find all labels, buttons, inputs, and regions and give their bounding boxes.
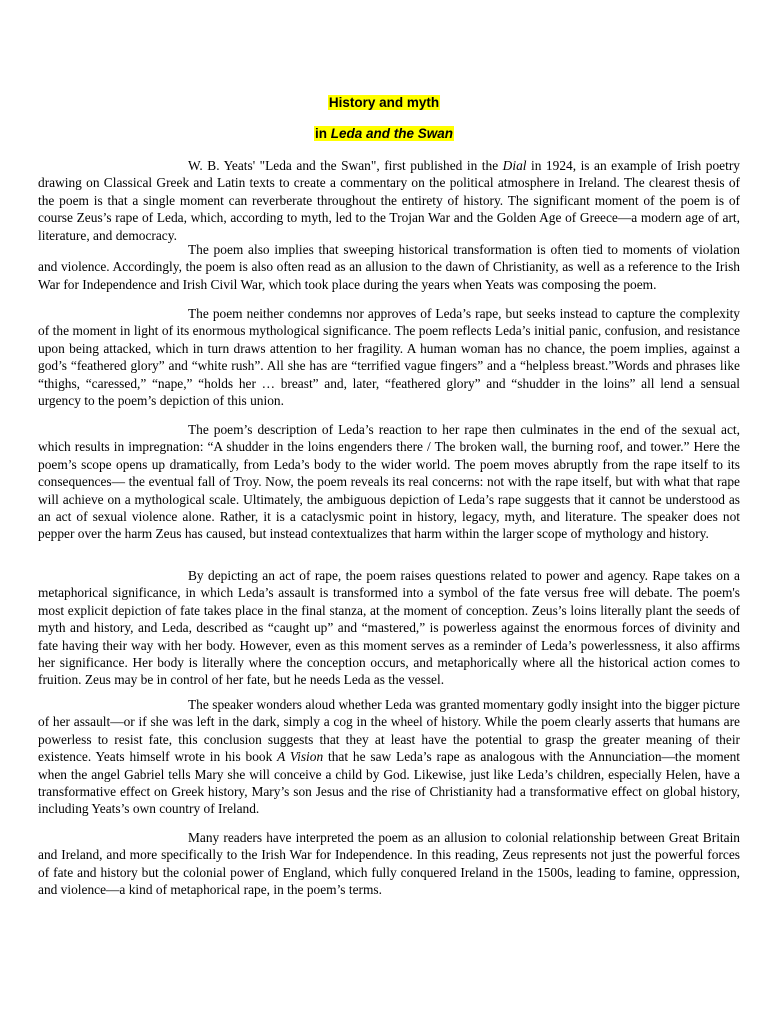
p5-text: By depicting an act of rape, the poem raises questions related to power and agency. Rape takes on a metaphorical significance, in which Leda’s assault is transformed into a symbol of the fate versus free will debate. The poem's most explicit depiction of fate takes place in the final stanza, at the moment of conception. Zeus’s loins literally plant the seeds of myth and history, and Leda, described as “caught up” and “mastered,” is powerless against the enormous forces of divinity and fate having their way with her body. However, even as this moment serves as a reminder of Leda’s powerlessness, it also affirms her significance. Her body is literally where the conception occurs, and metaphorically where all the historical action comes to fruition. Zeus may be in control of her fate, but he needs Leda as the vessel. xyxy=(38,568,740,688)
p1-text-after: in 1924, is an example of Irish poetry drawing on Classical Greek and Latin texts to create a commentary on the political atmosphere in Ireland. The clearest thesis of the poem is that a single moment can reverberate throughout the entirety of history. The significant moment of the poem is of course Zeus’s rape of Leda, which, according to myth, led to the Trojan War and the Golden Age of Greece—a modern age of art, literature, and democracy. xyxy=(38,158,740,243)
paragraph-violation xyxy=(38,241,740,293)
paragraph-insight xyxy=(38,696,740,818)
subtitle-prefix: in xyxy=(314,126,331,141)
p6-text-before: The speaker wonders aloud whether Leda was granted momentary godly insight into the bigger picture of her assault—or if she was left in the dark, simply a cog in the wheel of history. While the poem clearly asserts that humans are powerless to resist fate, this conclusion suggests that they at least have the potential to grasp the greater meaning of their existence. Yeats himself wrote in his book xyxy=(38,697,740,765)
document-subtitle xyxy=(0,125,768,143)
p3-text: The poem neither condemns nor approves of Leda’s rape, but seeks instead to capture the complexity of the moment in light of its enormous mythological significance. The poem reflects Leda’s initial panic, confusion, and resistance upon being attacked, which in turn draws attention to her fragility. A human woman has no chance, the poem implies, against a god’s “feathered glory” and “white rush”. All she has are “terrified vague fingers” and a “helpless breast.”Words and phrases like “thighs, “caressed,” “nape,” “holds her … breast” and, later, “feathered glory” and “shudder in the loins” all lend a sensual urgency to the poem’s depiction of this union. xyxy=(38,306,740,409)
p1-text-before: W. B. Yeats' "Leda and the Swan", first published in the xyxy=(188,158,503,173)
document-title xyxy=(0,94,768,112)
p4-text: The poem’s description of Leda’s reaction to her rape then culminates in the end of the sexual act, which results in impregnation: “A shudder in the loins engenders there / The broken wall, the burning roof, and tower.” Here the poem’s scope opens up dramatically, from Leda’s body to the wider world. The poem moves abruptly from the rape itself to its consequences— the eventual fall of Troy. Now, the poem reveals its real concerns: not with the rape itself, but with what that rape will achieve on a mythological scale. Ultimately, the ambiguous depiction of Leda’s rape suggests that it cannot be understood as an act of sexual violence alone. Rather, it is a cataclysmic point in history, legacy, myth, and literature. The speaker does not pepper over the harm Zeus has caused, but instead contextualizes that harm within the larger scope of mythology and history. xyxy=(38,422,740,542)
p2-text: The poem also implies that sweeping historical transformation is often tied to moments of violation and violence. Accordingly, the poem is also often read as an allusion to the dawn of Christianity, as well as a reference to the Irish War for Independence and Irish Civil War, which took place during the years when Yeats was composing the poem. xyxy=(38,242,740,292)
subtitle-highlight xyxy=(314,126,454,141)
paragraph-intro xyxy=(38,157,740,244)
p1-italic: Dial xyxy=(502,158,527,173)
p6-italic: A Vision xyxy=(277,749,324,765)
p7-text: Many readers have interpreted the poem as an allusion to colonial relationship between Great Britain and Ireland, and more specifically to the Irish War for Independence. In this reading, Zeus represents not just the powerful forces of fate and history but the colonial power of England, which fully conquered Ireland in the 1500s, leading to famine, oppression, and violence—a kind of metaphorical rape, in the poem’s terms. xyxy=(38,830,740,898)
paragraph-culmination xyxy=(38,421,740,543)
p6-text-after: that he saw Leda’s rape as analogous with the Annunciation—the moment when the angel Gabriel tells Mary she will conceive a child by God. Likewise, just like Leda’s children, especially Helen, have a transformative effect on Greek history, Mary’s son Jesus and the rise of Christianity had a transformative effect on global history, including Yeats’s own country of Ireland. xyxy=(38,749,740,817)
paragraph-colonial xyxy=(38,829,740,899)
paragraph-power-agency xyxy=(38,567,740,689)
poem-title: Leda and the Swan xyxy=(330,126,454,141)
title-line-1: History and myth xyxy=(328,95,440,110)
paragraph-complexity xyxy=(38,305,740,409)
